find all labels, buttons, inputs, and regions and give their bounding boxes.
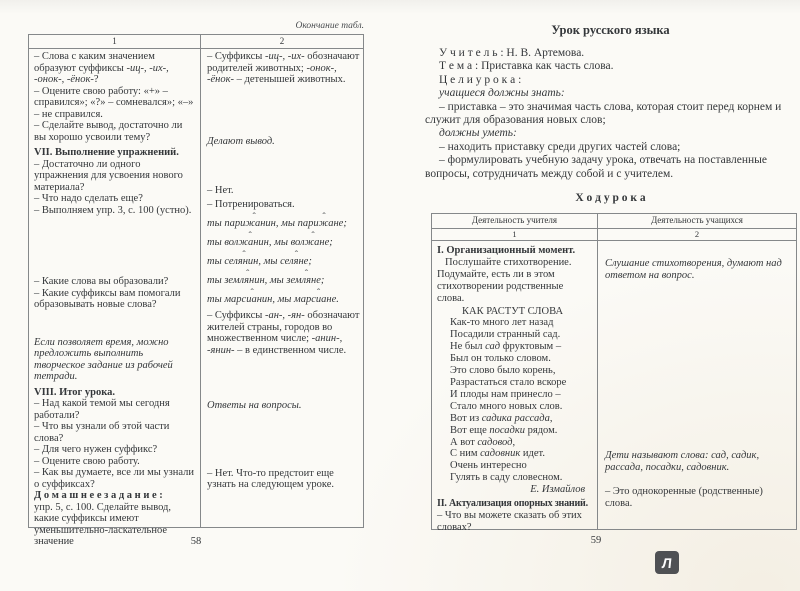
text-segment: -онок-, -ёнок- (207, 62, 337, 85)
paragraph: – Для чего нужен суффикс? (34, 444, 158, 455)
text-segment: рядом. (525, 424, 558, 436)
paragraph: – формулировать учебную задачу урока, отвечать на поставленные вопросы, сотрудничать между собой и с учителем. (425, 154, 767, 180)
paragraph: Д о м а ш н е е з а д а н и е : (34, 490, 163, 501)
paragraph: Был он только словом. (450, 353, 551, 365)
paragraph: VIII. Итог урока. (34, 386, 116, 398)
text-segment: садика (481, 412, 512, 424)
paragraph: упр. 5, с. 100. Сделайте вывод, какие суффиксы имеют уменьшительно-ласкательное значение (34, 501, 171, 547)
paragraph: – Как вы думаете, все ли мы узнали о суффиксах? (34, 467, 195, 490)
paragraph: Т е м а : Приставка как часть слова. (439, 60, 614, 73)
labirint-logo (655, 551, 679, 574)
text-segment: -анин-, -янин- (207, 333, 343, 356)
lesson-intro (425, 47, 793, 181)
text-segment: – детенышей животных. (234, 74, 346, 85)
text-segment: , (512, 436, 516, 448)
paragraph: – Что надо сделать еще? (34, 193, 143, 204)
text-segment: А вот (450, 436, 478, 448)
text-segment: , (549, 412, 553, 424)
page-number-left: 58 (190, 536, 202, 547)
text-segment: – Слова с каким значением образуют суффиксы (34, 51, 155, 74)
paragraph: VII. Выполнение упражнений. (34, 147, 179, 158)
text-segment: – Суффиксы (207, 310, 265, 321)
paragraph: – Сделайте вывод, достаточно ли вы хорошо усвоили тему? (34, 120, 183, 143)
paragraph (207, 310, 360, 356)
teacher-activity-cell (432, 241, 598, 533)
text-segment: , мы (272, 294, 295, 305)
paragraph: – Какие слова вы образовали? (34, 276, 169, 287)
text-segment: ты (207, 294, 225, 305)
text-segment: . (336, 294, 339, 305)
paragraph: – Нет. (207, 185, 234, 196)
paragraph: – Оцените свою работу: «+» – справился»; «?» – сомневался»; «–» – не справился. (34, 85, 194, 120)
text-segment: ; (343, 218, 347, 229)
text-segment: ты (207, 218, 225, 229)
page-number-right: 59 (590, 535, 602, 546)
paragraph: Это слово было корень, (450, 365, 556, 377)
text-segment: , мы (268, 237, 291, 248)
paragraph: Ц е л и у р о к а : (439, 73, 522, 86)
paragraph: – Выполняем упр. 3, с. 100 (устно). (34, 204, 192, 216)
text-segment: , мы (275, 218, 298, 229)
paragraph: – Что вы узнали об этой части слова? (34, 421, 170, 444)
text-segment: Вот из (450, 412, 482, 424)
paragraph: У ч и т е л ь : Н. В. Артемова. (439, 47, 585, 59)
suffix-caret-word: парижанин ˆ (224, 218, 276, 229)
lesson-flow-heading: Х о д у р о к а (575, 192, 646, 204)
paragraph (207, 254, 360, 269)
table-body (432, 241, 796, 533)
paragraph: Разрастаться стало вскоре (450, 376, 567, 388)
lesson-flow-table (431, 213, 797, 533)
text-segment: ; (308, 256, 312, 267)
paragraph: – Это однокоренные (родственные) слова. (605, 485, 763, 509)
paragraph: КАК РАСТУТ СЛОВА (462, 305, 564, 317)
text-segment: рассада (514, 412, 550, 424)
text-segment: ты (207, 256, 225, 267)
text-segment: ; (329, 237, 333, 248)
paragraph: II. Актуализация опорных знаний. (437, 498, 588, 510)
suffix-caret-word: селяне ˆ (280, 256, 308, 267)
paragraph (450, 437, 593, 449)
paragraph: – Нет. Что-то предстоит еще узнать на следующем уроке. (207, 467, 335, 490)
paragraph: И плоды нам принесло – (450, 388, 561, 400)
text-segment: садовод (477, 436, 513, 448)
paragraph (450, 413, 593, 425)
column-header: Деятельность учащихся (651, 215, 743, 225)
table-header-row (432, 214, 796, 229)
column-header: 2 (279, 36, 285, 46)
suffix-caret-word: селянин ˆ (224, 256, 258, 267)
text-segment: , мы (264, 275, 287, 286)
text-segment: обозначают родителей животных; (207, 51, 360, 74)
text-segment: обозначают жителей страны, городов во множественном числе; (207, 310, 360, 344)
paragraph: – Потренироваться. (207, 198, 295, 210)
text-segment: посадки (489, 424, 525, 436)
table-number-row (432, 229, 796, 241)
suffix-caret-word: земляне ˆ (286, 275, 321, 286)
suffix-caret-word: волжанин ˆ (224, 237, 269, 248)
column-header: Деятельность учителя (432, 214, 598, 228)
paragraph: – Достаточно ли одного упражнения для усвоения нового материала? (34, 158, 183, 193)
paragraph: Е. Измайлов (530, 484, 585, 496)
text-segment: -иц-, -их-, -онок-, -ёнок- (34, 62, 169, 85)
logo-letter: Л (661, 554, 673, 571)
text-segment: -иц-, -их- (264, 51, 305, 62)
text-segment: Не был (450, 341, 486, 353)
paragraph: Слушание стихотворения, думают над ответом на вопрос. (605, 258, 782, 281)
paragraph: – Над какой темой мы сегодня работали? (34, 398, 170, 421)
text-segment: ; (320, 275, 325, 286)
paragraph: – Что вы можете сказать об этих словах? (437, 509, 582, 533)
paragraph: Дети называют слова: сад, садик, рассада, посадки, садовник. (605, 449, 760, 473)
text-segment: Вот еще (450, 424, 490, 436)
student-activity-cell (201, 49, 363, 528)
text-segment: С ним (450, 448, 481, 460)
paragraph: Ответы на вопросы. (207, 400, 302, 411)
paragraph: – Оцените свою работу. (34, 455, 140, 467)
student-activity-cell (598, 241, 796, 529)
table-continuation-label: Окончание табл. (295, 21, 364, 31)
paragraph: – Какие суффиксы вам помогали образовывать новые слова? (34, 287, 181, 310)
column-number: 2 (694, 229, 700, 239)
text-segment: ты (207, 237, 225, 248)
paragraph: должны уметь: (439, 127, 517, 140)
text-segment: ? (93, 74, 99, 85)
suffix-caret-word: марсианин ˆ (224, 294, 272, 305)
text-segment: -ан-, -ян- (264, 310, 305, 321)
paragraph (207, 51, 360, 86)
text-segment: фруктовым – (500, 341, 562, 353)
paragraph (207, 216, 360, 231)
paragraph (450, 448, 593, 460)
suffix-caret-word: парижане ˆ (298, 218, 344, 229)
paragraph: Как-то много лет назад (450, 317, 554, 329)
text-segment: – в единственном числе. (234, 344, 347, 356)
paragraph (34, 51, 196, 86)
suffix-caret-word: марсиане ˆ (294, 294, 336, 305)
table-header-row (29, 35, 363, 49)
text-segment: – Суффиксы (207, 51, 265, 62)
paragraph (450, 425, 593, 437)
paragraph: Если позволяет время, можно предложить выполнить творческое задание из рабочей тетради. (34, 336, 173, 382)
paragraph: Стало много новых слов. (450, 400, 563, 412)
paragraph (207, 292, 360, 307)
column-header: 1 (29, 35, 201, 48)
paragraph (207, 273, 360, 288)
column-number: 1 (432, 229, 598, 240)
text-segment: идет. (520, 448, 545, 460)
suffix-caret-word: землянин ˆ (224, 275, 264, 286)
paragraph: Посадили странный сад. (450, 329, 561, 341)
paragraph: учащиеся должны знать: (439, 87, 565, 100)
paragraph (450, 341, 593, 353)
paragraph: Гулять в саду словесном. (450, 472, 563, 484)
paragraph: I. Организационный момент. (437, 245, 576, 256)
text-segment: , мы (258, 256, 281, 267)
paragraph: Очень интересно (450, 460, 527, 472)
paragraph (207, 235, 360, 250)
text-segment: ты (207, 275, 225, 286)
paragraph: – находить приставку среди других частей слова; (439, 140, 681, 153)
suffix-caret-word: волжане ˆ (291, 237, 330, 248)
text-segment: садовник (480, 448, 521, 460)
paragraph: – приставка – это значимая часть слова, которая стоит перед корнем и служит для образования новых слов; (425, 100, 782, 127)
paragraph: Послушайте стихотворение. Подумайте, есть ли в этом стихотворении родственные слова. (437, 256, 572, 304)
text-segment: сад (485, 341, 501, 353)
lesson-title: Урок русского языка (551, 23, 670, 37)
paragraph: Делают вывод. (207, 135, 275, 147)
